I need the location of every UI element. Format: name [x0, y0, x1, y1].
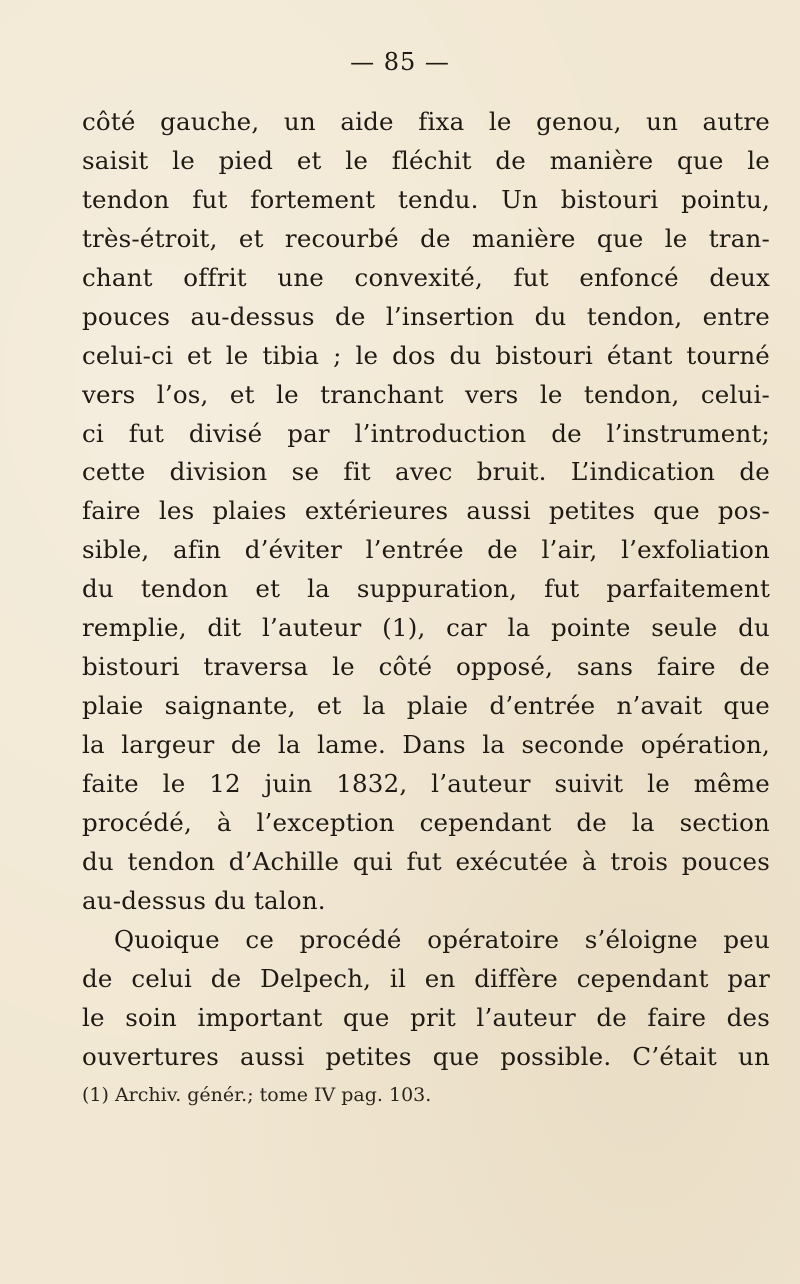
text-line: faire les plaies extérieures aussi petites que pos-: [82, 496, 770, 526]
text-line: ouvertures aussi petites que possible. C’était un: [82, 1041, 770, 1071]
text-line-paragraph-end: au-dessus du talon.: [82, 885, 326, 915]
text-line: la largeur de la lame. Dans la seconde opération,: [82, 730, 770, 759]
text-line: du tendon et la suppuration, fut parfaitement: [82, 574, 770, 604]
text-line: saisit le pied et le fléchit de manière que le: [82, 145, 770, 175]
text-line: le soin important que prit l’auteur de faire des: [82, 1002, 770, 1032]
text-line: ci fut divisé par l’introduction de l’instrument;: [82, 418, 770, 448]
text-line: tendon fut fortement tendu. Un bistouri pointu,: [82, 184, 770, 214]
text-line-paragraph-start: Quoique ce procédé opératoire s’éloigne peu: [114, 924, 770, 954]
text-line: sible, afin d’éviter l’entrée de l’air, l’exfoliation: [82, 535, 770, 565]
text-line: de celui de Delpech, il en diffère cependant par: [82, 963, 770, 993]
text-line: procédé, à l’exception cependant de la section: [82, 807, 770, 837]
text-line: plaie saignante, et la plaie d’entrée n’avait que: [82, 691, 770, 721]
text-line: côté gauche, un aide fixa le genou, un autre: [82, 107, 770, 136]
text-line: vers l’os, et le tranchant vers le tendon, celui-: [82, 379, 770, 409]
text-line: bistouri traversa le côté opposé, sans faire de: [82, 652, 770, 682]
footnote: (1) Archiv. génér.; tome IV pag. 103.: [82, 1084, 432, 1106]
text-line: cette division se fit avec bruit. L’indication de: [82, 457, 770, 487]
page-number: — 85 —: [350, 48, 450, 76]
text-line: pouces au-dessus de l’insertion du tendon, entre: [82, 301, 770, 331]
text-line: faite le 12 juin 1832, l’auteur suivit le même: [82, 768, 770, 798]
text-line: chant offrit une convexité, fut enfoncé deux: [82, 262, 770, 292]
text-line: remplie, dit l’auteur (1), car la pointe seule du: [82, 613, 770, 643]
text-line: du tendon d’Achille qui fut exécutée à trois pouces: [82, 846, 770, 876]
text-line: celui-ci et le tibia ; le dos du bistouri étant tourné: [82, 340, 770, 370]
text-line: très-étroit, et recourbé de manière que le tran-: [82, 223, 770, 253]
body-text: [82, 103, 770, 1076]
